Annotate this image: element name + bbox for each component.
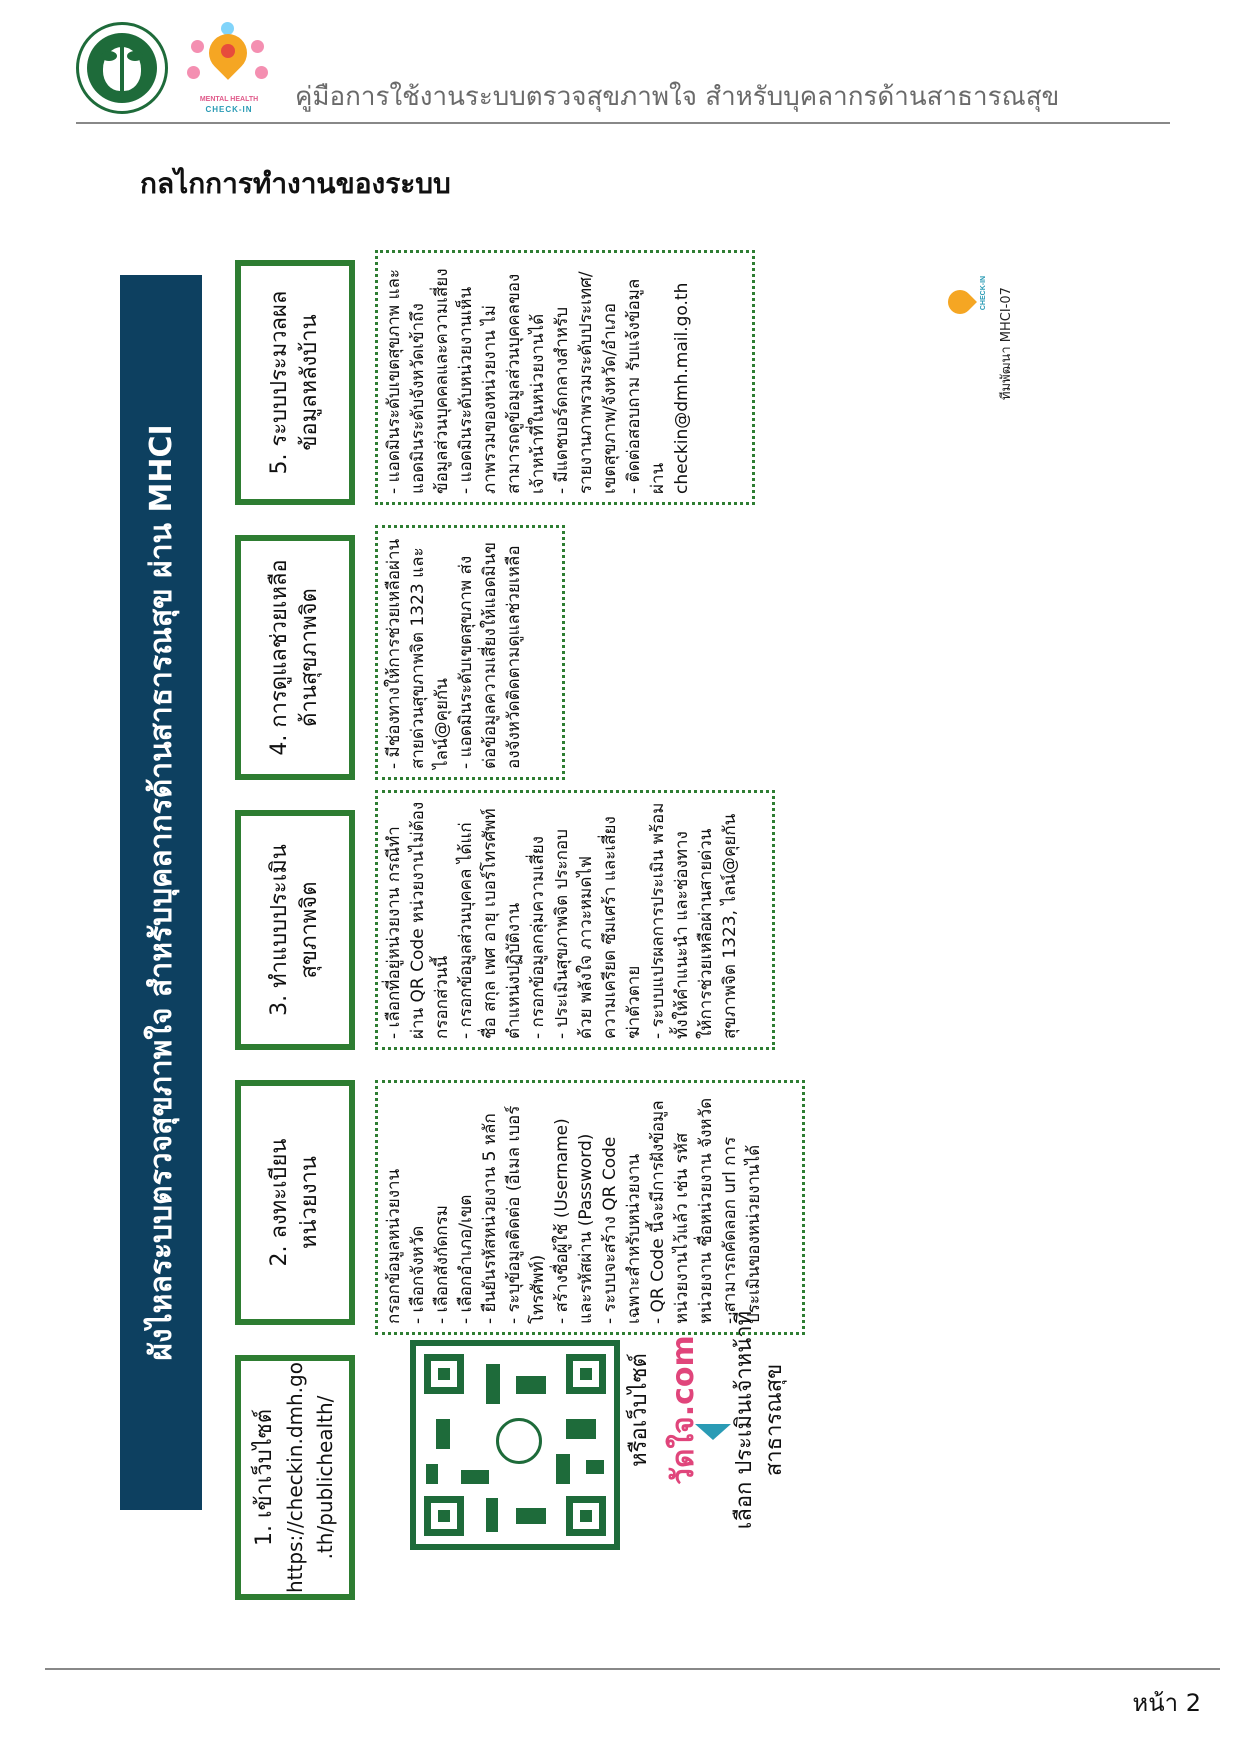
step-4-title-line: 4. การดูแลช่วยเหลือ [267,559,292,756]
step-1-box [235,1355,355,1600]
step-3-note-line: - ระบบแปรผลการประเมิน พร้อมทั้งให้คำแนะนำ และช่องทางให้การช่วยเหลือผ่านสายด่วนสุขภาพจิต 1323, ไลน์@คุยกัน [648,802,740,1039]
step-2-note-line: - ระบุข้อมูลติดต่อ (อีเมล เบอร์โทรศัพท์) [504,1105,548,1324]
step-4-note-line: - แอดมินระดับเขตสุขภาพ ส่งต่อข้อมูลความเสี่ยงให้แอดมินของจังหวัดติดตามดูแลช่วยเหลือ [456,542,524,769]
alt-site-link[interactable]: วัดใจ.com [666,1335,701,1485]
step-2-note-line: - สามารถคัดลอก url การประเมินของหน่วยงานได้ [720,1136,764,1324]
footer-divider [45,1668,1220,1670]
step-3-title-line: สุขภาพจิต [297,881,322,979]
step-3-note-line: - กรอกข้อมูลกลุ่มความเสี่ยง [528,836,548,1039]
step-3-title-line: 3. ทำแบบประเมิน [267,844,292,1016]
flowchart [120,160,1140,1600]
step-3-note [375,790,775,1050]
step-2-note-line: - ระบบจะสร้าง QR Code เฉพาะสำหรับหน่วยงาน [600,1136,644,1324]
step-1-title-line: 1. เข้าเว็บไซต์ [252,1408,277,1547]
mhci-logo [183,22,275,118]
step-1-url-line: https://checkin.dmh.go [283,1362,307,1593]
step-2-note [375,1080,805,1335]
chevron-right-icon [695,1424,731,1440]
step-2-box [235,1080,355,1325]
step-5-note-line: - มีแดชบอร์ดกลางสำหรับรายงานภาพรวมระดับประเทศ/เขตสุขภาพ/จังหวัด/อำเภอ [552,271,620,494]
developer-note: ทีมพัฒนา MHCI-07 [999,287,1014,400]
step-5-note-line: - แอดมินระดับเขตสุขภาพ และแอดมินระดับจังหวัดเข้าถึงข้อมูลส่วนบุคคลและความเสี่ยง [384,268,452,494]
mhci-small-logo-caption: CHECK-IN [980,275,987,311]
step-2-note-line: กรอกข้อมูลหน่วยงาน [384,1168,404,1324]
step-5-note-line: - แอดมินระดับหน่วยงานเห็นภาพรวมของหน่วยงาน ไม่สามารถดูข้อมูลส่วนบุคคลของเจ้าหน้าที่ในหน่วยงานได้ [456,273,548,494]
page-number: หน้า 2 [1132,1689,1201,1717]
step-5-title-line: ข้อมูลหลังบ้าน [297,314,322,451]
step-5-note-line: - ติดต่อสอบถาม รับแจ้งข้อมูลผ่าน checkin@dmh.mail.go.th [624,278,692,494]
header-divider [76,122,1170,124]
step-3-box [235,810,355,1050]
step-4-note-line: - มีช่องทางให้การช่วยเหลือผ่านสายด่วนสุขภาพจิต 1323 และ ไลน์@คุยกัน [384,538,452,769]
document-title: คู่มือการใช้งานระบบตรวจสุขภาพใจ สำหรับบุคลากรด้านสาธารณสุข [295,82,1060,112]
step-2-title-line: หน่วยงาน [297,1156,322,1249]
step-4-note [375,525,565,780]
alt-site-label: หรือเว็บไซต์ [627,1353,652,1467]
step-2-note-line: - เลือกอำเภอ/เขต [456,1194,476,1324]
step-5-title-line: 5. ระบบประมวลผล [267,290,292,475]
step-2-note-line: - เลือกสังกัดกรม [432,1205,452,1324]
moph-logo [76,22,168,114]
alt-site-instruction: เลือก ประเมินเจ้าหน้าที่ สาธารณสุข [732,1310,787,1530]
step-5-note [375,250,755,505]
mhci-logo-line1: MENTAL HEALTH [199,96,259,103]
step-2-note-line: - ยืนยันรหัสหน่วยงาน 5 หลัก [480,1113,500,1324]
step-3-note-line: - ประเมินสุขภาพจิต ประกอบด้วย พลังใจ ภาวะหมดไฟ ความเครียด ซึมเศร้า และเสี่ยงฆ่าตัวตาย [552,816,644,1039]
step-5-box [235,260,355,505]
section-title: กลไกการทำงานของระบบ [140,167,451,200]
flowchart-banner: ผังไหลระบบตรวจสุขภาพใจ สำหรับบุคลากรด้านสาธารณสุข ผ่าน MHCI [120,275,202,1510]
step-4-box [235,535,355,780]
step-1-url-line: .th/publichealth/ [313,1395,337,1560]
step-3-note-line: - กรอกข้อมูลส่วนบุคคล ได้แก่ ชื่อ สกุล เพศ อายุ เบอร์โทรศัพท์ ตำแหน่งปฏิบัติงาน [456,808,524,1039]
step-2-title-line: 2. ลงทะเบียน [267,1138,292,1267]
step-2-note-line: - สร้างชื่อผู้ใช้ (Username) และรหัสผ่าน (Password) [552,1118,596,1324]
step-4-title-line: ด้านสุขภาพจิต [297,588,322,727]
mhci-logo-line2: CHECK-IN [205,105,253,114]
step-3-note-line: - เลือกที่อยู่หน่วยงาน กรณีทำผ่าน QR Code หน่วยงานไม่ต้องกรอกส่วนนี้ [384,801,452,1039]
mhci-small-logo [940,258,1000,328]
qr-code [410,1340,620,1550]
step-2-note-line: - เลือกจังหวัด [408,1225,428,1324]
qr-center-emblem [496,1418,542,1464]
step-2-note-line: - QR Code นี้จะมีการฝังข้อมูลหน่วยงานไว้แล้ว เช่น รหัสหน่วยงาน ชื่อหน่วยงาน จังหวัด [648,1097,716,1324]
